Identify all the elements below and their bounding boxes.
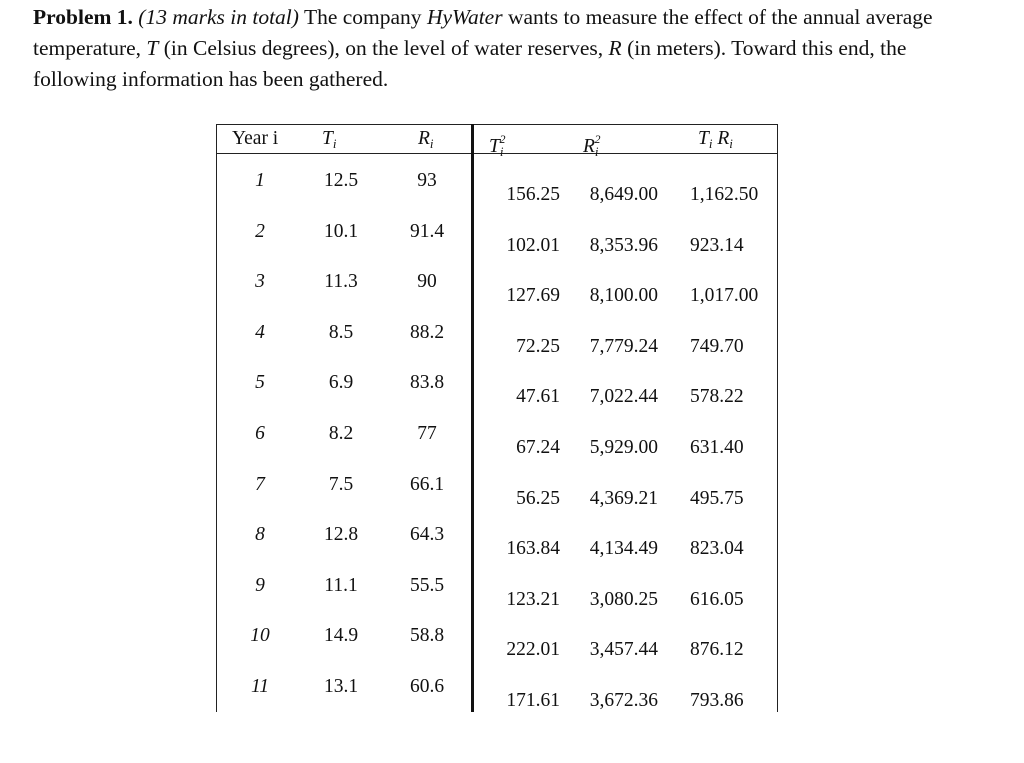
cell-r-squared: 3,457.44 (589, 639, 658, 661)
header-t-times-r: $T_i$ $R_i$ (698, 128, 733, 151)
cell-year: 11 (250, 676, 270, 697)
cell-t: 7.5 (328, 473, 354, 495)
cell-t-times-r: 495.75 (690, 487, 744, 509)
cell-t-squared: 56.25 (516, 487, 560, 509)
cell-year: 1 (255, 170, 265, 191)
problem-text-3: (in Celsius degrees), on the level of water reserves, (158, 36, 609, 60)
cell-t: 10.1 (323, 220, 359, 242)
cell-t-times-r: 923.14 (690, 234, 744, 256)
header-t: $T_i$ (322, 128, 337, 151)
cell-t-squared: 222.01 (506, 639, 560, 661)
data-table (216, 124, 778, 712)
cell-t-squared: 171.61 (506, 690, 560, 711)
cell-t-squared: 47.61 (516, 386, 560, 408)
table-left-border (216, 124, 217, 712)
cell-t-times-r: 793.86 (690, 690, 744, 711)
cell-year: 7 (255, 473, 265, 495)
cell-r: 60.6 (409, 676, 445, 697)
cell-r-squared: 8,100.00 (589, 285, 658, 307)
cell-t: 12.5 (323, 170, 359, 191)
table-top-border (216, 124, 778, 125)
cell-r-squared: 5,929.00 (589, 437, 658, 458)
cell-t-times-r: 616.05 (690, 588, 744, 610)
cell-t-times-r: 578.22 (690, 386, 744, 408)
cell-t-squared: 72.25 (516, 335, 560, 357)
cell-r: 58.8 (409, 625, 445, 647)
cell-t: 6.9 (328, 372, 354, 394)
cell-t: 8.5 (328, 321, 354, 343)
header-year: Year i (232, 128, 279, 149)
cell-t: 13.1 (323, 676, 359, 697)
problem-statement (33, 2, 993, 95)
cell-r: 64.3 (409, 524, 445, 546)
variable-r: R (608, 36, 622, 60)
cell-r: 66.1 (409, 473, 445, 495)
cell-t-squared: 156.25 (506, 184, 560, 205)
cell-t: 11.3 (324, 271, 358, 293)
cell-year: 3 (255, 271, 265, 293)
cell-r-squared: 8,353.96 (589, 234, 658, 256)
cell-t-squared: 127.69 (506, 285, 560, 307)
cell-r: 55.5 (409, 574, 445, 596)
problem-label: Problem 1. (33, 5, 133, 29)
cell-r-squared: 4,369.21 (589, 487, 658, 509)
cell-t-times-r: 631.40 (690, 437, 744, 458)
cell-t: 12.8 (323, 524, 359, 546)
header-r-squared: $R_i^2$ (583, 132, 601, 159)
cell-r-squared: 8,649.00 (589, 184, 658, 205)
cell-t-times-r: 876.12 (690, 639, 744, 661)
cell-r: 83.8 (409, 372, 445, 394)
cell-r-squared: 7,779.24 (589, 335, 658, 357)
cell-t-times-r: 1,017.00 (690, 285, 759, 307)
variable-t: T (146, 36, 159, 60)
cell-r-squared: 4,134.49 (589, 538, 658, 560)
cell-year: 4 (255, 321, 265, 343)
cell-r-squared: 3,672.36 (589, 690, 658, 711)
cell-r-squared: 3,080.25 (589, 588, 658, 610)
cell-t-squared: 67.24 (516, 437, 560, 458)
cell-r: 93 (417, 170, 437, 191)
table-right-border (777, 124, 778, 712)
header-r: $R_i$ (418, 128, 434, 151)
cell-r: 88.2 (409, 321, 445, 343)
cell-year: 6 (255, 423, 265, 444)
problem-text-1: The company (298, 5, 427, 29)
cell-t: 8.2 (328, 423, 354, 444)
cell-t-squared: 163.84 (506, 538, 560, 560)
cell-t-squared: 123.21 (506, 588, 560, 610)
cell-t: 11.1 (324, 574, 358, 596)
cell-t: 14.9 (323, 625, 359, 647)
cell-r: 91.4 (409, 220, 445, 242)
cell-year: 10 (250, 625, 270, 647)
cell-r-squared: 7,022.44 (589, 386, 658, 408)
problem-marks: (13 marks in total) (138, 5, 299, 29)
cell-t-times-r: 1,162.50 (690, 184, 759, 205)
problem-text-2: wants to measure the effect of the annual average temperature, (33, 5, 933, 60)
company-name: HyWater (426, 5, 503, 29)
cell-year: 9 (255, 574, 265, 596)
cell-t-times-r: 749.70 (690, 335, 744, 357)
cell-year: 2 (255, 220, 265, 242)
cell-r: 90 (417, 271, 437, 293)
cell-t-times-r: 823.04 (690, 538, 744, 560)
cell-year: 5 (255, 372, 265, 394)
cell-t-squared: 102.01 (506, 234, 560, 256)
table-divider (471, 124, 474, 712)
cell-year: 8 (255, 524, 265, 546)
problem-text-4: (in meters). Toward this end, the following information has been gathered. (33, 36, 907, 91)
header-t-squared: $T_i^2$ (489, 132, 506, 159)
cell-r: 77 (417, 423, 437, 444)
